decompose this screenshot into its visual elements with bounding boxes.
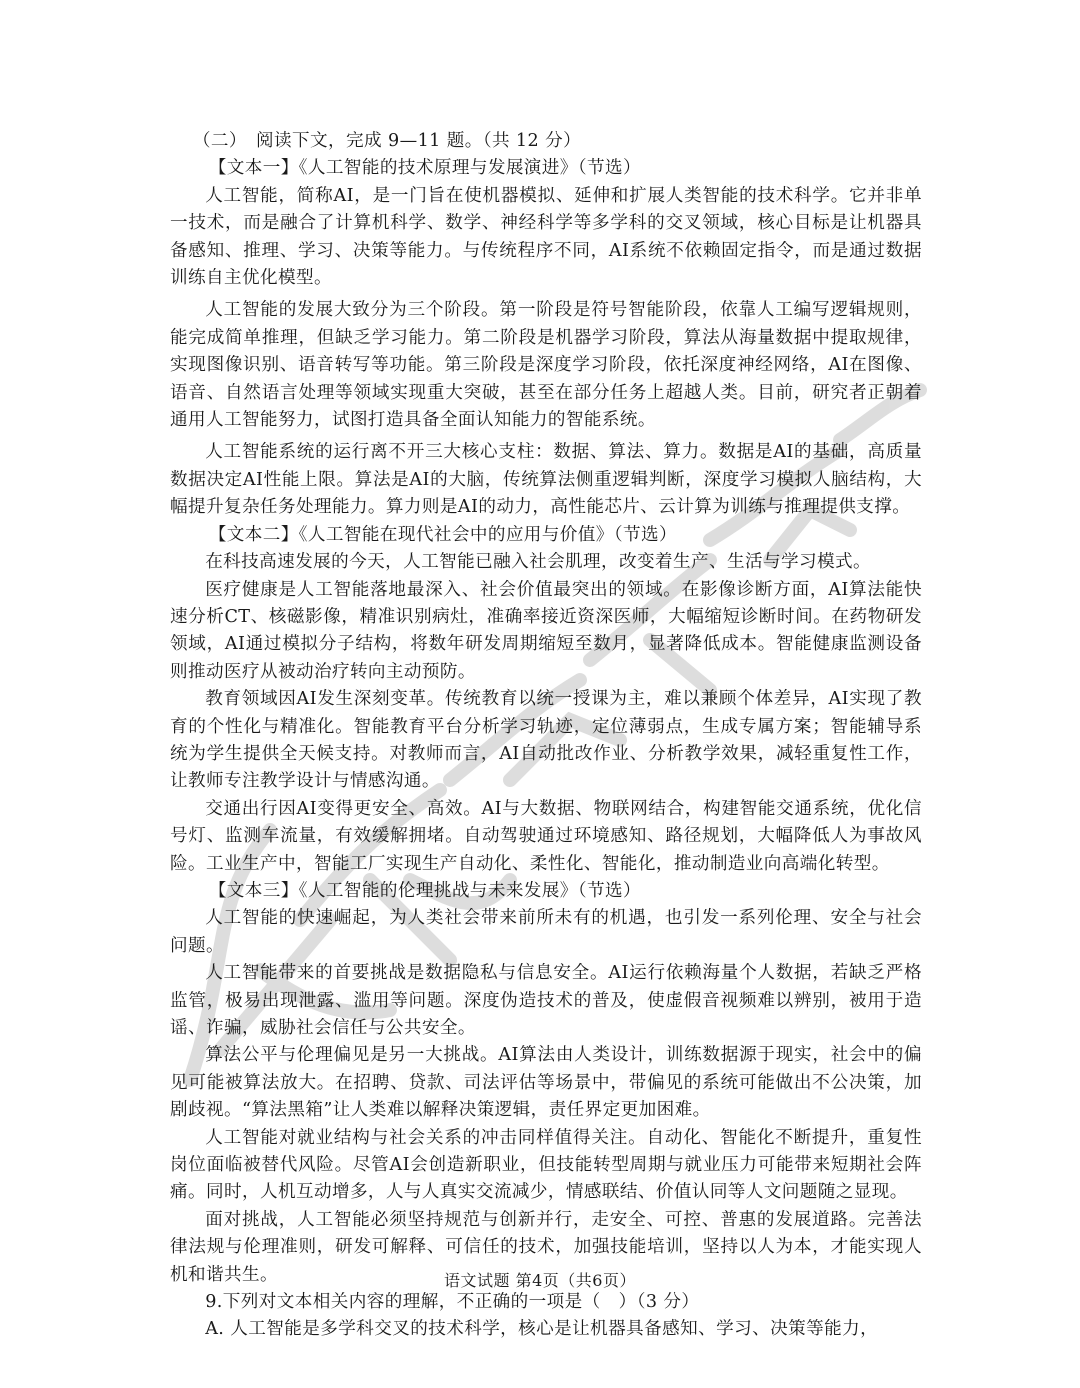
page-footer: 语文试题 第4页（共6页） [444, 1271, 636, 1290]
text2-paragraph: 医疗健康是人工智能落地最深入、社会价值最突出的领域。在影像诊断方面，AI算法能快速分析CT、核磁影像，精准识别病灶，准确率接近资深医师，大幅缩短诊断时间。在药物研发领域，AI通过模拟分子结构，将数年研发周期缩短至数月，显著降低成本。智能健康监测设备则推动医疗从被动治疗转向主动预防。 [170, 579, 922, 682]
section-heading: （二） 阅读下文，完成 9—11 题。（共 12 分） [192, 131, 582, 151]
text1-paragraph: 人工智能，简称AI，是一门旨在使机器模拟、延伸和扩展人类智能的技术科学。它并非单一技术，而是融合了计算机科学、数学、神经科学等多学科的交叉领域，核心目标是让机器具备感知、推理、学习、决策等能力。与传统程序不同，AI系统不依赖固定指令，而是通过数据训练自主优化模型。 [170, 185, 922, 289]
text3-paragraph: 算法公平与伦理偏见是另一大挑战。AI算法由人类设计，训练数据源于现实，社会中的偏见可能被算法放大。在招聘、贷款、司法评估等场景中，带偏见的系统可能做出不公决策，加剧歧视。“算法黑箱”让人类难以解释决策逻辑，责任界定更加困难。 [170, 1045, 922, 1121]
text3-title: 【文本三】《人工智能的伦理挑战与未来发展》（节选） [208, 880, 641, 901]
text3-paragraph: 人工智能带来的首要挑战是数据隐私与信息安全。AI运行依赖海量个人数据，若缺乏严格监管，极易出现泄露、滥用等问题。深度伪造技术的普及，使虚假音视频难以辨别，被用于造谣、诈骗，威胁社会信任与公共安全。 [170, 963, 922, 1038]
text3-paragraph: 面对挑战，人工智能必须坚持规范与创新并行，走安全、可控、普惠的发展道路。完善法律法规与伦理准则，研发可解释、可信任的技术，加强技能培训，坚持以人为本，才能实现人机和谐共生。 [170, 1209, 922, 1285]
text2-paragraph: 教育领域因AI发生深刻变革。传统教育以统一授课为主，难以兼顾个体差异，AI实现了教育的个性化与精准化。智能教育平台分析学习轨迹，定位薄弱点，生成专属方案；智能辅导系统为学生提供全天候支持。对教师而言，AI自动批改作业、分析教学效果，减轻重复性工作，让教师专注教学设计与情感沟通。 [170, 689, 922, 792]
text1-title: 【文本一】《人工智能的技术原理与发展演进》（节选） [208, 158, 641, 179]
reading-passage [170, 128, 922, 1344]
text2-paragraph: 在科技高速发展的今天，人工智能已融入社会肌理，改变着生产、生活与学习模式。 [205, 552, 871, 573]
text3-paragraph: 人工智能的快速崛起，为人类社会带来前所未有的机遇，也引发一系列伦理、安全与社会问题。 [170, 908, 922, 956]
text2-paragraph: 交通出行因AI变得更安全、高效。AI与大数据、物联网结合，构建智能交通系统，优化信号灯、监测车流量，有效缓解拥堵。自动驾驶通过环境感知、路径规划，大幅降低人为事故风险。工业生产中，智能工厂实现生产自动化、柔性化、智能化，推动制造业向高端化转型。 [170, 798, 922, 874]
question-stem: 9.下列对文本相关内容的理解，不正确的一项是（ ）（3 分） [205, 1292, 700, 1313]
text1-paragraph: 人工智能的发展大致分为三个阶段。第一阶段是符号智能阶段，依靠人工编写逻辑规则，能完成简单推理，但缺乏学习能力。第二阶段是机器学习阶段，算法从海量数据中提取规律，实现图像识别、语音转写等功能。第三阶段是深度学习阶段，依托深度神经网络，AI在图像、语音、自然语言处理等领域实现重大突破，甚至在部分任务上超越人类。目前，研究者正朝着通用人工智能努力，试图打造具备全面认知能力的智能系统。 [170, 300, 922, 431]
text1-paragraph: 人工智能系统的运行离不开三大核心支柱：数据、算法、算力。数据是AI的基础，高质量数据决定AI性能上限。算法是AI的大脑，传统算法侧重逻辑判断，深度学习模拟人脑结构，大幅提升复杂任务处理能力。算力则是AI的动力，高性能芯片、云计算为训练与推理提供支撑。 [170, 442, 922, 518]
question-option-a: A. 人工智能是多学科交叉的技术科学，核心是让机器具备感知、学习、决策等能力， [205, 1319, 879, 1340]
text2-title: 【文本二】《人工智能在现代社会中的应用与价值》（节选） [208, 524, 677, 545]
text3-paragraph: 人工智能对就业结构与社会关系的冲击同样值得关注。自动化、智能化不断提升，重复性岗位面临被替代风险。尽管AI会创造新职业，但技能转型周期与就业压力可能带来短期社会阵痛。同时，人机互动增多，人与人真实交流减少，情感联结、价值认同等人文问题随之显现。 [170, 1127, 922, 1203]
